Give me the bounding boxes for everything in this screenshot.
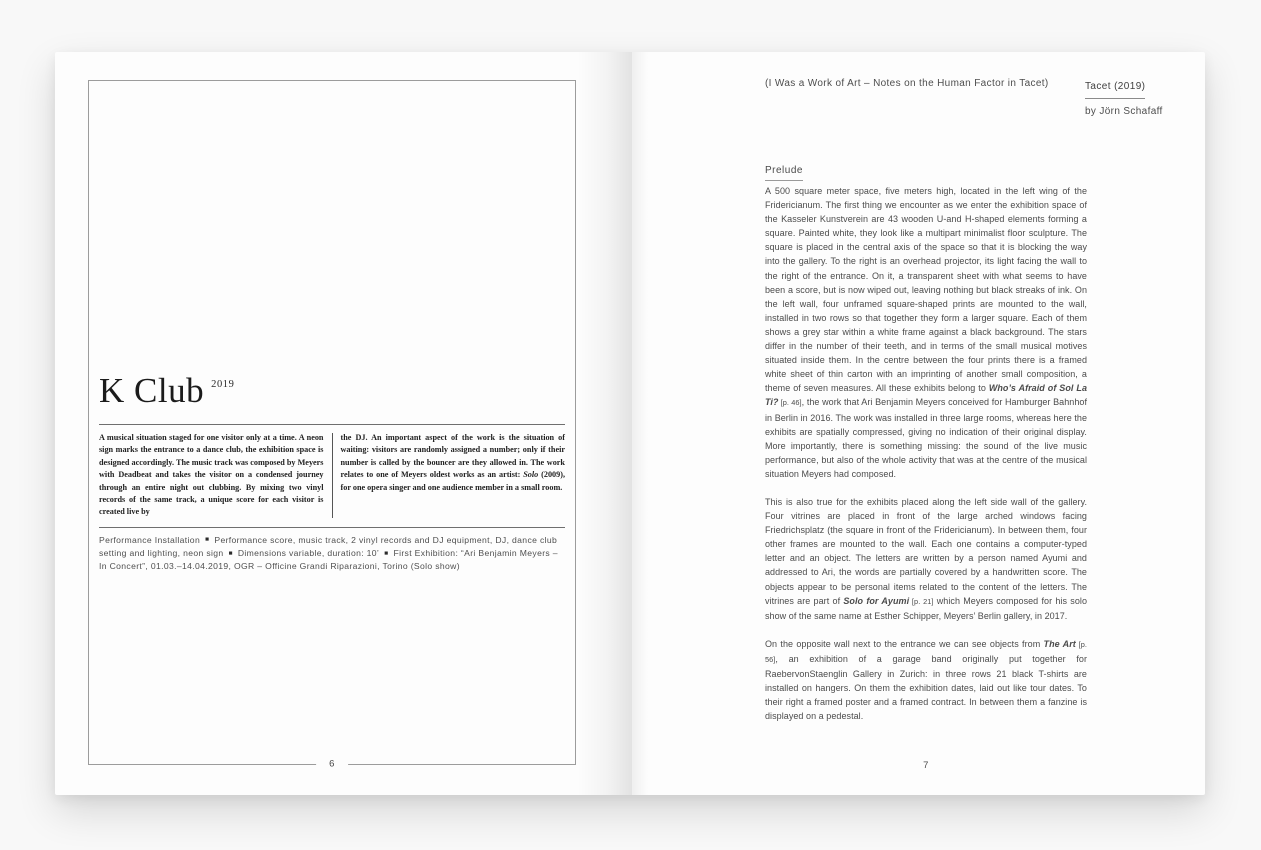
body-paragraph: This is also true for the exhibits placed along the left side wall of the gallery. Four vitrines are placed in front of the large arched windows facing Friedrichsplatz (the square in front of the Fridericianum). In between them, four other frames are mounted to the wall. Each one contains a computer-typed letter and an object. The letters are written by a person named Ayumi and addressed to Ari, the words are partially covered by a handwritten score. The objects appear to be personal items related to the content of the letters. The vitrines are part of Solo for Ayumi [p. 21] which Meyers composed for his solo show of the same name at Esther Schipper, Meyers’ Berlin gallery, in 2017.: [765, 496, 1087, 621]
section-heading: Prelude: [765, 165, 803, 181]
metadata-divider-rule: [99, 527, 565, 528]
running-header: (I Was a Work of Art – Notes on the Human Factor in Tacet): [765, 78, 1049, 89]
artwork-title: [99, 371, 565, 420]
left-page-content: [89, 371, 575, 850]
spine-fold-line: [631, 52, 632, 795]
page-number-left: 6: [316, 759, 348, 770]
description-columns: [99, 432, 565, 519]
column-divider: [332, 433, 333, 518]
spine-shadow-left: [577, 52, 631, 795]
title-divider-rule: [99, 424, 565, 425]
chapter-title: Tacet (2019): [1085, 81, 1145, 99]
description-column-2: the DJ. An important aspect of the work is the situation of waiting: visitors are randomly assigned a number; only if their number is called by the bouncer are they allowed in. The work relates to one of Meyers oldest works as an artist: Solo (2009), for one opera singer and one audience member in a small room.: [340, 433, 565, 492]
left-page-frame: [88, 80, 576, 770]
chapter-header: [1085, 76, 1163, 117]
byline: by Jörn Schafaff: [1085, 106, 1163, 117]
spine-shadow-right: [632, 52, 648, 795]
description-column-1: A musical situation staged for one visitor only at a time. A neon sign marks the entrance to a dance club, the exhibition space is designed accordingly. The music track was composed by Meyers with Deadbeat and takes the visitor on a condensed journey through an entire night out clubbing. By mixing two vinyl records of the same track, a unique score for each visitor is created live by: [99, 433, 324, 517]
body-paragraph: A 500 square meter space, five meters high, located in the left wing of the Fridericianum. The first thing we encounter as we enter the exhibition space of the Kasseler Kunstverein are 43 wooden U-and H-shaped elements forming a square. Painted white, they look like a multipart minimalist floor sculpture. The square is placed in the central axis of the space so that it is blocking the way into the gallery. To the right is an overhead projector, its light facing the wall to the right of the entrance. On it, a transparent sheet with what seems to have been a score, but is now wiped out, leaving nothing but black streaks of ink. On the left wall, four unframed square-shaped prints are mounted to the wall, installed in two rows so that together they form a larger square. Each of them shows a grey star within a white frame against a black background. The stars differ in the number of their teeth, and in terms of the small musical motives situated inside them. In the centre between the four prints there is a framed white sheet of thin carton with an imprinting of another small composition, a theme of seven measures. All these exhibits belong to Who’s Afraid of Sol La Ti? [p. 46], the work that Ari Benjamin Meyers conceived for Hamburger Bahnhof in Berlin in 2016. The work was installed in three large rooms, whereas here the exhibits are spatially compressed, giving no indication of their original display. More importantly, there is something missing: the sound of the live music performance, but also of the whole activity that was at the centre of the musical situation Meyers had composed.: [765, 186, 1088, 479]
essay-body: [765, 184, 1087, 737]
book-spread: [55, 52, 1205, 795]
artwork-year-superscript: 2019: [211, 379, 235, 390]
artwork-metadata: Performance Installation ■ Performance score, music track, 2 vinyl records and DJ equipment, DJ, dance club setting and lighting, neon sign ■ Dimensions variable, duration: 10’ ■ First Exhibition: “Ari Benjamin Meyers – In Concert”, 01.03.–14.04.2019, OGR – Officine Grandi Riparazioni, Torino (Solo show): [99, 534, 558, 572]
section-heading-wrap: [765, 160, 803, 181]
artwork-title-text: K Club: [99, 371, 205, 410]
body-paragraph: On the opposite wall next to the entrance we can see objects from The Art [p. 56], an exhibition of a garage band originally put together for RaebervonStaenglin Gallery in Zurich: in three rows 21 black T-shirts are installed on hangers. On them the exhibition dates, laid out like tour dates. To their right a framed poster and a framed contract. In between them a fanzine is displayed on a pedestal.: [765, 638, 1087, 722]
page-number-right: 7: [923, 760, 929, 771]
